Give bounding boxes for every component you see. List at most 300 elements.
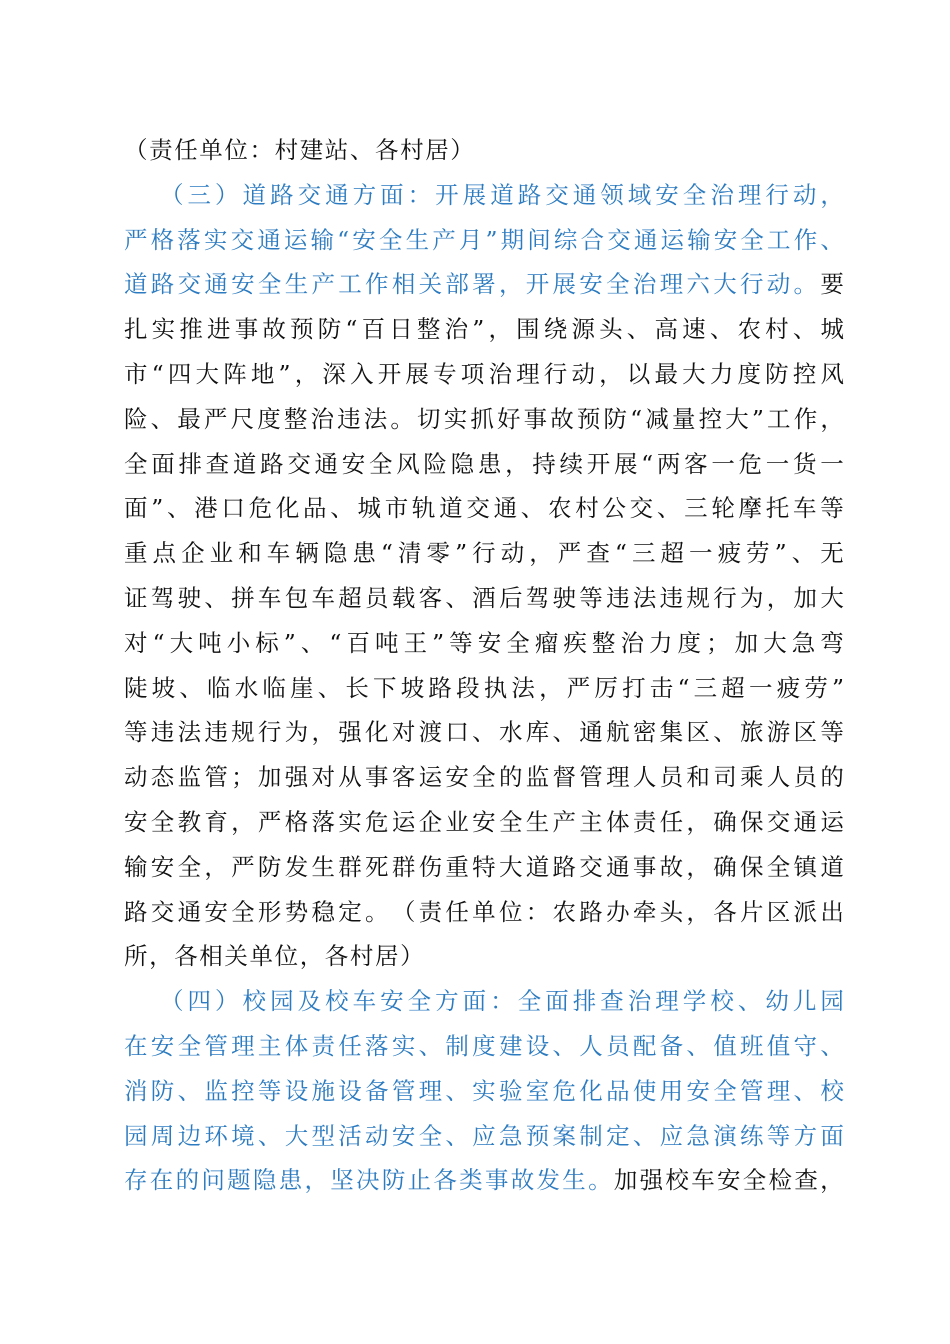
- text-char: 运: [660, 225, 684, 254]
- text-char: 路: [517, 180, 542, 209]
- text-char: 、: [520, 494, 545, 523]
- text-char: 库: [525, 718, 550, 747]
- text-char: 好: [496, 404, 521, 433]
- text-char: 严: [231, 852, 255, 881]
- text-char: 交: [466, 494, 490, 523]
- text-char: 域: [627, 180, 652, 209]
- text-char: 货: [792, 449, 817, 478]
- text-char: 。: [588, 1166, 612, 1195]
- text-char: 故: [510, 1166, 535, 1195]
- text-char: 车: [266, 539, 291, 568]
- text-char: 进: [207, 315, 231, 344]
- text-char: “: [329, 628, 342, 657]
- text-char: 渡: [418, 718, 443, 747]
- text-char: 面: [151, 449, 175, 478]
- text-char: 以: [626, 359, 651, 388]
- text-char: 校: [665, 1166, 689, 1195]
- text-char: 备: [365, 1076, 389, 1105]
- text-char: 吨: [375, 628, 399, 657]
- text-line: [124, 307, 844, 352]
- text-char: 轨: [411, 494, 436, 523]
- text-char: 开: [435, 180, 459, 209]
- text-char: 证: [124, 583, 148, 612]
- text-char: 任: [445, 897, 469, 926]
- text-char: 保: [739, 852, 764, 881]
- text-char: 严: [557, 539, 582, 568]
- text-char: 理: [659, 270, 684, 299]
- text-char: 交: [287, 449, 311, 478]
- text-char: 大: [682, 359, 706, 388]
- text-char: 建: [498, 1031, 523, 1060]
- text-char: 事: [523, 404, 548, 433]
- text-char: 落: [177, 225, 201, 254]
- text-char: 强: [639, 1166, 664, 1195]
- text-char: 交: [607, 225, 631, 254]
- text-char: 品: [303, 494, 327, 523]
- text-char: 牵: [632, 897, 657, 926]
- text-char: 预: [576, 404, 601, 433]
- text-char: 交: [545, 180, 569, 209]
- text-char: 特: [472, 852, 496, 881]
- text-char: 击: [649, 673, 674, 702]
- text-char: 风: [396, 449, 420, 478]
- text-line: [124, 531, 844, 576]
- text-char: 路: [260, 449, 284, 478]
- text-char: 实: [443, 404, 468, 433]
- text-char: 安: [579, 270, 603, 299]
- text-char: 确: [713, 852, 737, 881]
- text-char: 口: [445, 718, 469, 747]
- text-char: 、: [300, 628, 325, 657]
- text-char: 拼: [231, 583, 255, 612]
- text-char: 四: [187, 987, 212, 1016]
- text-char: 坚: [330, 1166, 354, 1195]
- text-char: 口: [221, 494, 245, 523]
- text-char: 预: [525, 1121, 550, 1150]
- text-char: 全: [472, 763, 496, 792]
- text-char: 市: [384, 494, 409, 523]
- text-char: 集: [659, 718, 684, 747]
- text-segment: （责任单位：村建站、各村居）: [124, 136, 476, 164]
- text-char: 执: [483, 673, 508, 702]
- text-char: 伤: [418, 852, 443, 881]
- text-char: 产: [552, 807, 576, 836]
- text-char: 方: [352, 180, 377, 209]
- text-char: 控: [231, 1076, 255, 1105]
- text-char: 业: [445, 807, 469, 836]
- text-char: 生: [525, 807, 550, 836]
- text-char: 城: [820, 315, 844, 344]
- text-char: 疾: [563, 628, 587, 657]
- text-char: 业: [209, 539, 234, 568]
- text-char: 段: [456, 673, 480, 702]
- text-char: ，: [820, 404, 844, 433]
- text-char: 大: [284, 1121, 309, 1150]
- text-char: 全: [231, 897, 255, 926]
- text-char: 入: [350, 359, 374, 388]
- text-char: 、: [177, 1076, 202, 1105]
- text-char: “: [152, 628, 165, 657]
- text-char: ：: [525, 897, 550, 926]
- text-char: 坡: [400, 673, 425, 702]
- text-char: 题: [227, 1166, 251, 1195]
- text-char: 厉: [594, 673, 618, 702]
- text-char: 后: [498, 583, 523, 612]
- text-char: 值: [766, 1031, 791, 1060]
- text-char: 查: [586, 539, 610, 568]
- text-char: 境: [231, 1121, 255, 1150]
- text-char: 通: [204, 270, 228, 299]
- text-char: 全: [368, 449, 393, 478]
- text-char: 最: [654, 359, 678, 388]
- text-line: [124, 666, 844, 711]
- text-char: 企: [181, 539, 205, 568]
- text-char: 险: [423, 449, 447, 478]
- text-char: 密: [632, 718, 657, 747]
- text-char: 劳: [804, 673, 828, 702]
- text-char: 展: [462, 180, 487, 209]
- text-char: 理: [606, 763, 630, 792]
- text-char: ，: [529, 539, 553, 568]
- text-char: 无: [820, 539, 844, 568]
- text-char: 托: [765, 494, 790, 523]
- text-char: 在: [149, 1166, 174, 1195]
- text-char: 全: [124, 449, 148, 478]
- text-char: 围: [516, 315, 540, 344]
- text-char: 百: [361, 315, 386, 344]
- text-char: 输: [310, 225, 334, 254]
- text-char: 、: [552, 1031, 576, 1060]
- text-char: ，: [766, 583, 791, 612]
- text-char: 为: [284, 718, 309, 747]
- text-char: 案: [552, 1121, 576, 1150]
- text-char: 严: [566, 673, 591, 702]
- text-char: 大: [169, 628, 194, 657]
- text-char: 、: [257, 1121, 282, 1150]
- text-char: 理: [516, 359, 540, 388]
- text-char: 园: [270, 987, 294, 1016]
- text-line: [124, 352, 844, 397]
- text-line: [124, 486, 844, 531]
- text-char: 小: [226, 628, 251, 657]
- text-char: 排: [572, 987, 597, 1016]
- text-char: 在: [124, 1031, 148, 1060]
- text-char: 定: [606, 1121, 630, 1150]
- text-char: 备: [659, 1031, 684, 1060]
- text-char: 超: [660, 539, 684, 568]
- text-char: 治: [710, 180, 734, 209]
- text-char: 行: [713, 583, 737, 612]
- text-char: 一: [820, 449, 844, 478]
- text-char: 安: [716, 1166, 741, 1195]
- text-char: ；: [706, 628, 730, 657]
- text-char: ，: [539, 673, 563, 702]
- text-char: 阵: [223, 359, 247, 388]
- text-char: 村: [575, 494, 599, 523]
- text-char: 安: [380, 987, 404, 1016]
- text-char: 理: [655, 987, 679, 1016]
- text-char: 、: [632, 1121, 657, 1150]
- text-line: [124, 1158, 844, 1203]
- text-char: 超: [338, 583, 362, 612]
- text-char: ，: [304, 1166, 328, 1195]
- text-char: 路: [579, 897, 603, 926]
- text-char: 度: [472, 1031, 496, 1060]
- text-char: 点: [152, 539, 177, 568]
- text-char: 驶: [177, 583, 202, 612]
- text-char: 、: [626, 315, 651, 344]
- text-char: 加: [257, 763, 282, 792]
- text-char: 各: [433, 1166, 457, 1195]
- text-char: 三: [187, 180, 212, 209]
- text-char: 整: [416, 315, 441, 344]
- text-char: 生: [284, 270, 309, 299]
- text-char: 势: [284, 897, 309, 926]
- text-line: [124, 890, 844, 935]
- text-char: 预: [290, 315, 314, 344]
- text-char: 三: [693, 673, 718, 702]
- text-char: 三: [684, 494, 708, 523]
- text-char: 开: [377, 359, 402, 388]
- text-char: 控: [792, 359, 817, 388]
- text-char: ，: [820, 180, 844, 209]
- text-char: 从: [338, 763, 362, 792]
- text-char: 设: [525, 1031, 550, 1060]
- text-char: 用: [659, 1076, 684, 1105]
- text-char: 全: [517, 987, 542, 1016]
- text-char: 、: [317, 673, 342, 702]
- text-char: 练: [739, 1121, 764, 1150]
- text-char: 一: [748, 673, 773, 702]
- text-char: 全: [682, 180, 707, 209]
- text-char: 、: [418, 1031, 443, 1060]
- text-char: 吨: [198, 628, 222, 657]
- text-char: （: [160, 180, 184, 209]
- text-char: 王: [403, 628, 428, 657]
- text-char: ，: [294, 359, 319, 388]
- text-char: 治: [444, 315, 469, 344]
- text-char: 等: [820, 494, 844, 523]
- text-char: 校: [710, 987, 734, 1016]
- text-char: 存: [124, 1166, 148, 1195]
- text-line: [124, 262, 844, 307]
- text-char: ：: [490, 987, 514, 1016]
- text-char: “: [641, 449, 654, 478]
- text-char: 安: [352, 225, 376, 254]
- text-line: [124, 397, 844, 442]
- text-char: 急: [498, 1121, 523, 1150]
- text-char: 路: [150, 270, 175, 299]
- text-char: ”: [485, 225, 498, 254]
- text-char: 制: [445, 1031, 469, 1060]
- text-char: 违: [337, 404, 361, 433]
- text-char: 员: [659, 763, 684, 792]
- text-char: 违: [150, 718, 175, 747]
- text-char: 守: [793, 1031, 818, 1060]
- text-char: 速: [682, 315, 706, 344]
- text-char: 整: [591, 628, 616, 657]
- text-char: 市: [124, 359, 148, 388]
- text-char: 强: [284, 763, 309, 792]
- text-char: 百: [346, 628, 370, 657]
- text-char: 监: [177, 763, 202, 792]
- text-line: [124, 576, 844, 621]
- text-char: 关: [418, 270, 443, 299]
- text-char: ，: [231, 807, 255, 836]
- text-char: 整: [283, 404, 308, 433]
- text-char: ，: [599, 359, 623, 388]
- text-char: 大: [763, 628, 787, 657]
- text-char: 防: [765, 359, 789, 388]
- text-char: 头: [659, 897, 684, 926]
- text-char: 期: [500, 225, 525, 254]
- text-char: 运: [283, 225, 308, 254]
- text-char: 化: [275, 494, 300, 523]
- text-char: 安: [124, 807, 148, 836]
- text-char: 查: [794, 1166, 818, 1195]
- text-char: 配: [632, 1031, 657, 1060]
- text-char: 要: [820, 270, 844, 299]
- text-char: 通: [793, 807, 818, 836]
- text-line: [124, 621, 844, 666]
- text-char: 疲: [776, 673, 801, 702]
- text-char: 理: [737, 180, 762, 209]
- text-char: 路: [552, 852, 576, 881]
- text-char: 、: [737, 987, 762, 1016]
- text-char: 展: [405, 359, 429, 388]
- text-char: “: [630, 404, 643, 433]
- text-char: 乘: [739, 763, 764, 792]
- text-char: 园: [820, 987, 844, 1016]
- text-char: 责: [632, 807, 657, 836]
- text-char: 交: [177, 270, 202, 299]
- text-char: 农: [552, 897, 576, 926]
- text-char: 重: [124, 539, 148, 568]
- text-char: 治: [632, 270, 657, 299]
- text-char: 生: [405, 225, 430, 254]
- text-char: 治: [627, 987, 652, 1016]
- text-char: 动: [124, 763, 148, 792]
- text-char: 头: [599, 315, 623, 344]
- text-char: 全: [418, 1121, 443, 1150]
- text-char: 、: [820, 1031, 844, 1060]
- text-char: 力: [709, 359, 734, 388]
- text-char: 监: [525, 763, 550, 792]
- text-char: 行: [543, 359, 568, 388]
- text-char: 工: [767, 404, 791, 433]
- text-char: 客: [684, 449, 708, 478]
- document-body: [124, 128, 844, 1203]
- text-char: 交: [766, 807, 791, 836]
- text-char: 排: [178, 449, 202, 478]
- text-char: 。: [365, 897, 389, 926]
- text-char: 长: [345, 673, 369, 702]
- text-char: 路: [270, 180, 294, 209]
- text-char: 确: [713, 807, 737, 836]
- text-char: 交: [629, 494, 654, 523]
- text-char: 等: [257, 1076, 282, 1105]
- text-char: 校: [325, 987, 349, 1016]
- text-char: 事: [234, 315, 259, 344]
- text-char: 类: [459, 1166, 483, 1195]
- text-char: 、: [445, 1076, 469, 1105]
- text-char: 管: [739, 1076, 764, 1105]
- text-char: 通: [325, 180, 349, 209]
- text-char: 三: [631, 539, 656, 568]
- text-char: 室: [525, 1076, 550, 1105]
- text-char: 实: [151, 315, 176, 344]
- text-char: 严: [257, 807, 282, 836]
- text-char: 通: [493, 494, 518, 523]
- text-char: 日: [389, 315, 413, 344]
- text-char: 农: [737, 315, 761, 344]
- text-char: 活: [338, 1121, 362, 1150]
- text-char: 防: [150, 1076, 175, 1105]
- text-char: 对: [391, 718, 416, 747]
- text-char: 运: [418, 763, 443, 792]
- text-char: 动: [365, 1121, 389, 1150]
- text-char: 化: [365, 718, 389, 747]
- text-char: 监: [204, 1076, 228, 1105]
- text-char: 大: [498, 852, 523, 881]
- text-char: 群: [338, 852, 362, 881]
- text-char: 安: [477, 628, 502, 657]
- text-char: 作: [365, 270, 389, 299]
- text-line: [124, 1024, 844, 1069]
- text-char: 危: [552, 1076, 576, 1105]
- text-char: 违: [659, 583, 684, 612]
- text-char: 防: [317, 315, 342, 344]
- text-char: 一: [689, 539, 713, 568]
- text-char: 。: [390, 404, 414, 433]
- text-char: 校: [820, 1076, 844, 1105]
- text-char: 道: [525, 852, 550, 881]
- text-char: 的: [820, 763, 844, 792]
- text-char: 动: [792, 180, 817, 209]
- text-char: 合: [580, 225, 605, 254]
- text-char: 间: [527, 225, 551, 254]
- text-char: 区: [766, 897, 791, 926]
- text-char: 险: [124, 404, 148, 433]
- text-char: 全: [257, 270, 282, 299]
- text-char: 全: [378, 225, 403, 254]
- text-char: ”: [831, 673, 844, 702]
- text-char: 违: [606, 583, 630, 612]
- text-char: 等: [579, 583, 603, 612]
- text-char: ：: [407, 180, 432, 209]
- text-char: 安: [341, 449, 366, 478]
- text-char: 事: [365, 763, 389, 792]
- text-char: “: [345, 315, 358, 344]
- text-char: ，: [488, 315, 512, 344]
- text-char: 的: [498, 763, 523, 792]
- text-char: 通: [314, 449, 339, 478]
- text-char: 严: [203, 404, 228, 433]
- text-char: 镇: [793, 852, 818, 881]
- text-char: 、: [330, 494, 354, 523]
- text-char: 道: [124, 270, 148, 299]
- text-char: 动: [500, 539, 525, 568]
- text-char: 患: [352, 539, 376, 568]
- text-line: [124, 710, 844, 755]
- text-char: 员: [793, 763, 818, 792]
- text-char: 校: [242, 987, 267, 1016]
- text-char: 儿: [792, 987, 817, 1016]
- text-char: 切: [417, 404, 441, 433]
- text-char: 安: [391, 1121, 416, 1150]
- text-char: 规: [231, 718, 255, 747]
- text-char: 检: [768, 1166, 793, 1195]
